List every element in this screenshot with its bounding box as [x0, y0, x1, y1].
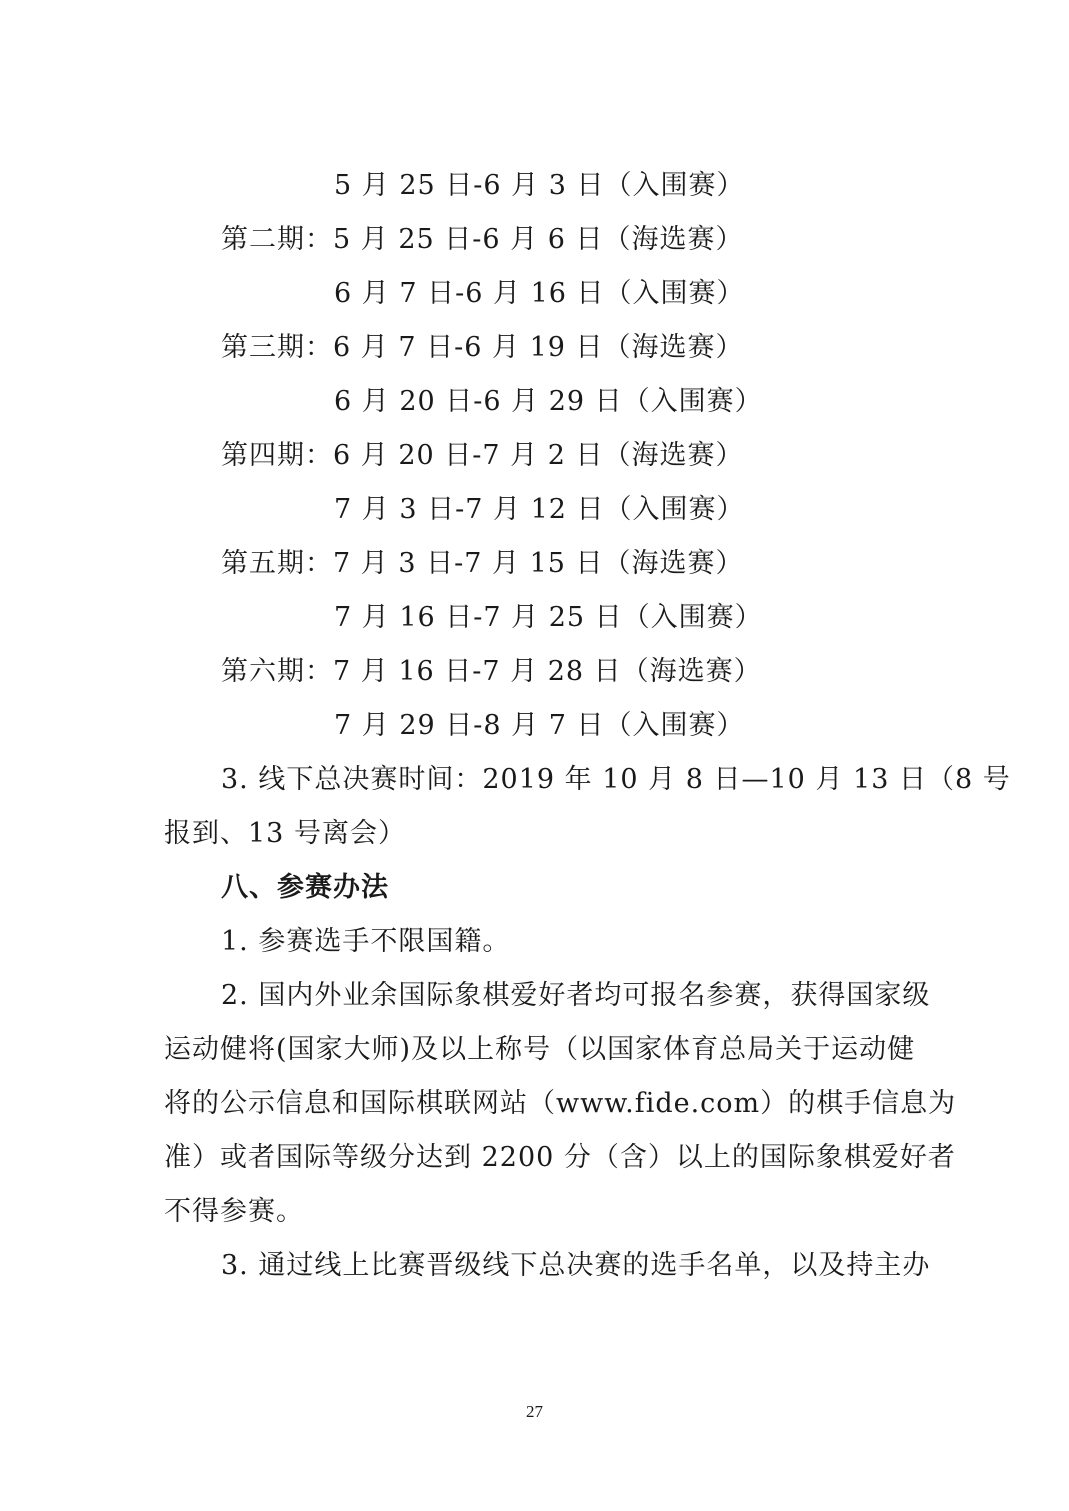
finals-line-2: 报到、13 号离会）: [164, 818, 406, 849]
schedule-line-5: 6 月 20 日-6 月 29 日（入围赛）: [334, 386, 763, 417]
section-8-item-1: 1. 参赛选手不限国籍。: [221, 926, 511, 957]
section-8-item-2-line-3: 将的公示信息和国际棋联网站（www.fide.com）的棋手信息为: [164, 1088, 957, 1119]
schedule-line-4: 第三期：6 月 7 日-6 月 19 日（海选赛）: [221, 332, 744, 363]
schedule-line-1: 5 月 25 日-6 月 3 日（入围赛）: [334, 170, 745, 201]
schedule-line-6: 第四期：6 月 20 日-7 月 2 日（海选赛）: [221, 440, 744, 471]
schedule-line-9: 7 月 16 日-7 月 25 日（入围赛）: [334, 602, 763, 633]
section-8-item-2-line-2: 运动健将(国家大师)及以上称号（以国家体育总局关于运动健: [164, 1034, 916, 1065]
section-8-item-2-line-4: 准）或者国际等级分达到 2200 分（含）以上的国际象棋爱好者: [164, 1142, 956, 1173]
section-8-item-3-line-1: 3. 通过线上比赛晋级线下总决赛的选手名单，以及持主办: [221, 1250, 931, 1281]
finals-line-1: 3. 线下总决赛时间：2019 年 10 月 8 日—10 月 13 日（8 号: [221, 764, 1011, 795]
schedule-line-7: 7 月 3 日-7 月 12 日（入围赛）: [334, 494, 745, 525]
section-8-item-2-line-5: 不得参赛。: [164, 1196, 304, 1227]
schedule-line-3: 6 月 7 日-6 月 16 日（入围赛）: [334, 278, 745, 309]
section-8-item-2-line-1: 2. 国内外业余国际象棋爱好者均可报名参赛，获得国家级: [221, 980, 931, 1011]
schedule-line-11: 7 月 29 日-8 月 7 日（入围赛）: [334, 710, 745, 741]
page-number: 27: [526, 1402, 543, 1421]
schedule-line-2: 第二期：5 月 25 日-6 月 6 日（海选赛）: [221, 224, 744, 255]
schedule-line-8: 第五期：7 月 3 日-7 月 15 日（海选赛）: [221, 548, 744, 579]
section-8-heading: 八、参赛办法: [221, 872, 389, 903]
schedule-line-10: 第六期：7 月 16 日-7 月 28 日（海选赛）: [221, 656, 762, 687]
